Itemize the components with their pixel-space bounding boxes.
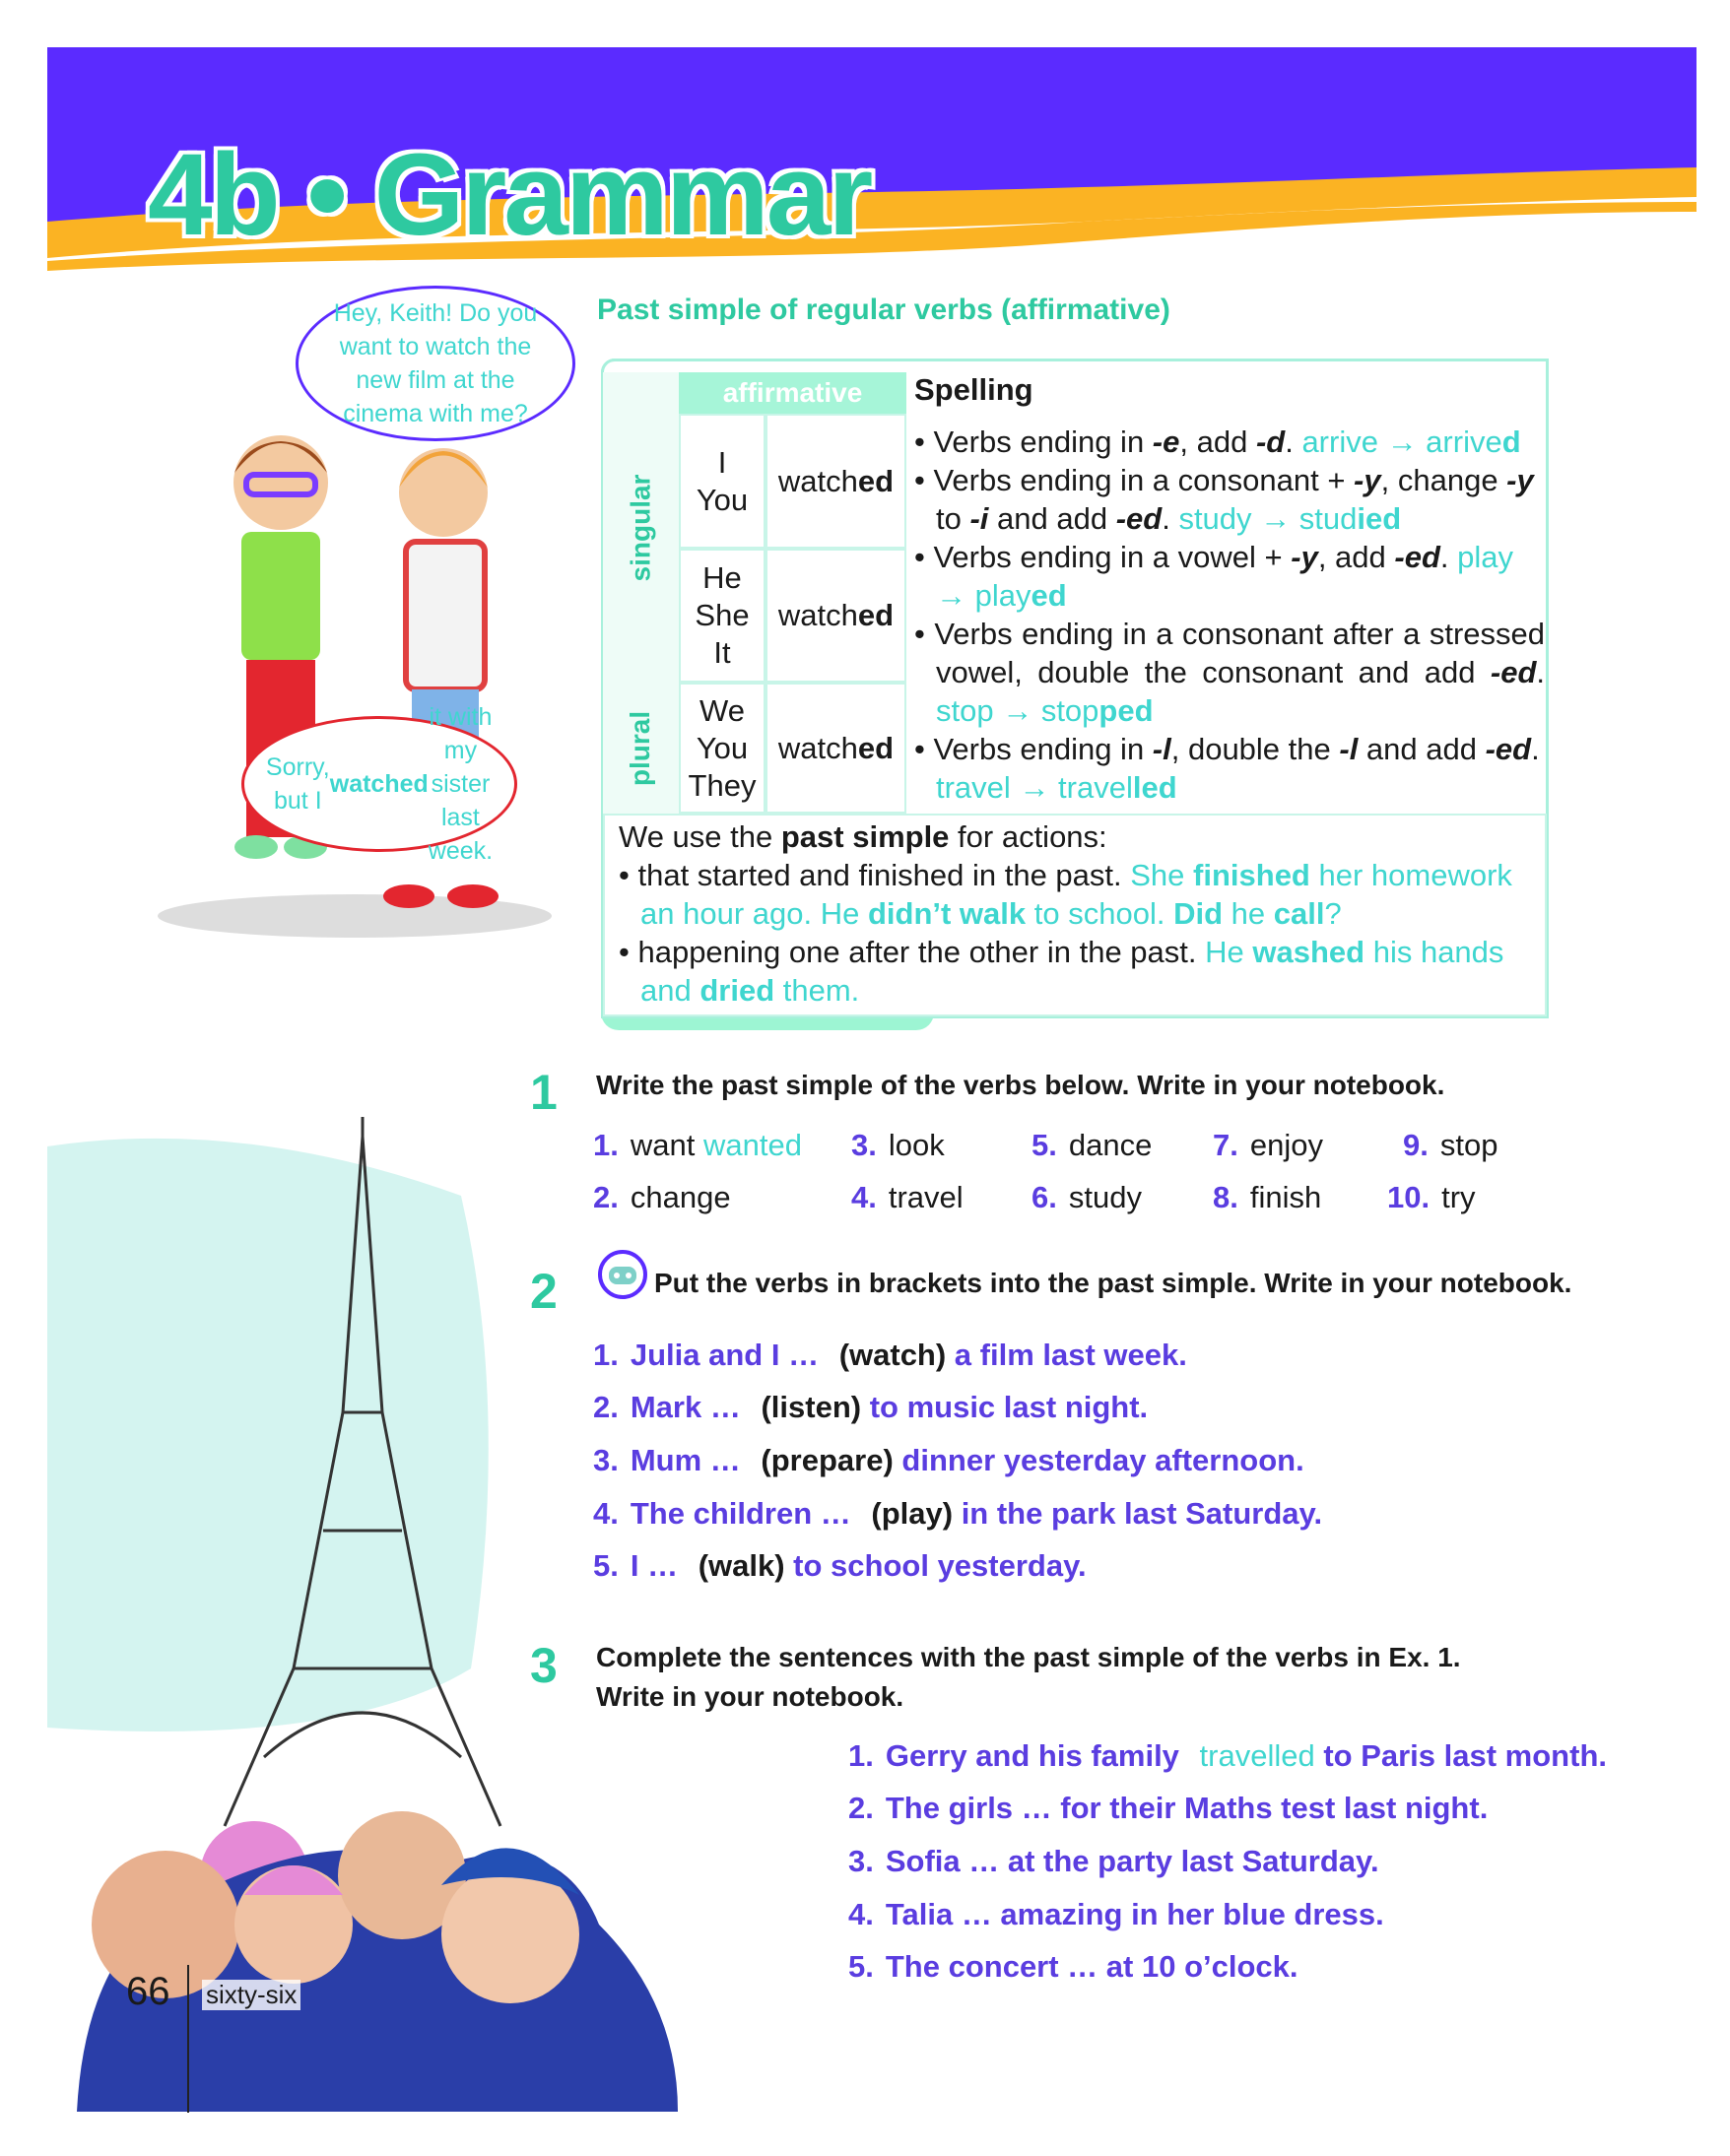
ex1-item: 8. finish bbox=[1213, 1180, 1322, 1214]
text-segment: The girls … for their Maths test last night. bbox=[885, 1791, 1489, 1825]
text-segment: (play) bbox=[871, 1496, 954, 1531]
text-segment: -y bbox=[1354, 463, 1381, 497]
ex2-item: 4. The children … (play) in the park last Saturday. bbox=[593, 1496, 1323, 1531]
exercise-1-number: 1 bbox=[530, 1065, 558, 1120]
text-segment: Sorry, but I bbox=[265, 753, 330, 815]
text-segment: Julia and I … bbox=[630, 1338, 828, 1372]
text-segment: ped bbox=[1098, 693, 1154, 728]
spelling-heading: Spelling bbox=[914, 372, 1033, 407]
text-segment: Verbs ending in a consonant after a stressed vowel, double the consonant and add bbox=[934, 617, 1545, 689]
text-segment: (prepare) bbox=[761, 1443, 894, 1477]
text-segment: ed bbox=[1031, 578, 1067, 613]
text-segment: Verbs ending in bbox=[933, 425, 1153, 459]
text-segment: . bbox=[1162, 501, 1179, 536]
ex1-item: 7. enjoy bbox=[1213, 1128, 1323, 1162]
text-segment: Did bbox=[1173, 896, 1223, 931]
exercise-3-number: 3 bbox=[530, 1638, 558, 1693]
ex1-item: 10. try bbox=[1387, 1180, 1476, 1214]
plural-label: plural bbox=[603, 683, 679, 814]
text-segment: that started and finished in the past. bbox=[637, 858, 1131, 892]
text-segment: it with my sister last week. bbox=[428, 703, 494, 865]
text-segment: to bbox=[936, 501, 970, 536]
text-segment: (watch) bbox=[838, 1338, 947, 1372]
text-segment: -y bbox=[1506, 463, 1534, 497]
text-segment: travelled bbox=[1199, 1738, 1315, 1773]
text-segment: . bbox=[1536, 655, 1545, 689]
text-segment: -ed bbox=[1490, 655, 1537, 689]
text-segment: and add bbox=[988, 501, 1116, 536]
text-segment: didn’t walk bbox=[867, 896, 1027, 931]
text-segment: -ed bbox=[1115, 501, 1163, 536]
text-segment: play → play bbox=[936, 540, 1513, 613]
ex1-item: 5. dance bbox=[1031, 1128, 1153, 1162]
text-segment: he bbox=[1223, 896, 1274, 931]
text-segment: dried bbox=[699, 973, 775, 1008]
usage-intro bbox=[619, 817, 1545, 856]
text-segment: for actions: bbox=[949, 819, 1107, 854]
exercise-3-instruction: Complete the sentences with the past simple of the verbs in Ex. 1. Write in your notebook. bbox=[596, 1642, 1461, 1712]
exercise-1-instruction: Write the past simple of the verbs below. Write in your notebook. bbox=[596, 1070, 1445, 1100]
ex1-item: 4. travel bbox=[851, 1180, 964, 1214]
text-segment: Verbs ending in bbox=[933, 732, 1153, 766]
pronouns-row-3: We You They bbox=[688, 692, 757, 803]
text-segment: watched bbox=[329, 770, 429, 798]
page-number-divider bbox=[187, 1965, 189, 2113]
text-segment: Verbs ending in a vowel + bbox=[933, 540, 1292, 574]
text-segment: study → stud bbox=[1178, 501, 1358, 536]
text-segment: -y bbox=[1291, 540, 1318, 574]
singular-label: singular bbox=[603, 372, 679, 683]
text-segment: her homework an hour ago. He bbox=[640, 858, 1512, 931]
text-segment: -e bbox=[1152, 425, 1180, 459]
verb-row-2: watch ed bbox=[777, 598, 895, 632]
spelling-rule: • Verbs ending in -l, double the -l and add -ed. travel → travelled bbox=[914, 732, 1540, 805]
text-segment: . bbox=[1285, 425, 1302, 459]
text-segment: Mum … bbox=[630, 1443, 750, 1477]
ex3-item: 4. Talia … amazing in her blue dress. bbox=[848, 1897, 1384, 1931]
boys-illustration bbox=[148, 414, 562, 946]
text-segment: them. bbox=[774, 973, 860, 1008]
ex2-item: 5. I … (walk) to school yesterday. bbox=[593, 1548, 1087, 1583]
exercise-2-number: 2 bbox=[530, 1264, 558, 1319]
text-segment: (walk) bbox=[698, 1548, 785, 1583]
text-segment: We use the bbox=[619, 819, 781, 854]
verb-row-1: watch ed bbox=[777, 463, 895, 498]
text-segment: -d bbox=[1255, 425, 1286, 459]
pronouns-row-2: He She It bbox=[695, 560, 750, 670]
game-controller-icon bbox=[597, 1249, 648, 1300]
text-segment: -ed bbox=[1485, 732, 1532, 766]
text-segment: . bbox=[1439, 540, 1458, 574]
page-number: 66 bbox=[126, 1970, 170, 2013]
text-segment: , double the bbox=[1170, 732, 1340, 766]
text-segment: to school. bbox=[1026, 896, 1174, 931]
text-segment: washed bbox=[1252, 935, 1365, 969]
page-title: 4b • Grammar bbox=[148, 130, 871, 260]
text-segment: -l bbox=[1152, 732, 1171, 766]
text-segment: Sofia … at the party last Saturday. bbox=[885, 1844, 1379, 1878]
pronouns-row-1: I You bbox=[696, 444, 749, 517]
text-segment: call bbox=[1273, 896, 1325, 931]
text-segment: -i bbox=[969, 501, 989, 536]
ex2-item: 2. Mark … (listen) to music last night. bbox=[593, 1390, 1149, 1424]
text-segment: Gerry and his family bbox=[885, 1738, 1188, 1773]
text-segment: . bbox=[1531, 732, 1540, 766]
text-segment: He bbox=[1205, 935, 1253, 969]
ex2-item: 3. Mum … (prepare) dinner yesterday afternoon. bbox=[593, 1443, 1304, 1477]
text-segment: and add bbox=[1358, 732, 1486, 766]
text-segment: finished bbox=[1193, 858, 1310, 892]
text-segment: Talia … amazing in her blue dress. bbox=[885, 1897, 1384, 1931]
text-segment: happening one after the other in the past. bbox=[637, 935, 1206, 969]
speech-bubble-question: Hey, Keith! Do you want to watch the new film at the cinema with me? bbox=[296, 286, 575, 441]
text-segment: , add bbox=[1179, 425, 1256, 459]
grammar-heading: Past simple of regular verbs (affirmative) bbox=[597, 294, 1170, 326]
text-segment: (listen) bbox=[761, 1390, 862, 1424]
spelling-rules bbox=[914, 370, 1545, 807]
text-segment: a film last week. bbox=[946, 1338, 1187, 1372]
text-segment: , change bbox=[1380, 463, 1507, 497]
text-segment: ? bbox=[1324, 896, 1342, 931]
usage-bullet: • that started and finished in the past. She finished her homework an hour ago. He didn’t walk to school. Did he call? bbox=[619, 858, 1512, 931]
text-segment: arrive → arrive bbox=[1301, 425, 1502, 459]
verb-row-3: watch ed bbox=[777, 730, 895, 765]
ex1-item: 2. change bbox=[593, 1180, 731, 1214]
text-segment: d bbox=[1501, 425, 1521, 459]
text-segment: I … bbox=[630, 1548, 687, 1583]
text-segment: to Paris last month. bbox=[1314, 1738, 1607, 1773]
usage-notes bbox=[619, 817, 1545, 1010]
text-segment: The children … bbox=[630, 1496, 860, 1531]
ex1-item: 9. stop bbox=[1403, 1128, 1498, 1162]
ex3-item: 3. Sofia … at the party last Saturday. bbox=[848, 1844, 1379, 1878]
text-segment: She bbox=[1130, 858, 1194, 892]
ex2-item: 1. Julia and I … (watch) a film last week. bbox=[593, 1338, 1187, 1372]
text-segment: dinner yesterday afternoon. bbox=[893, 1443, 1304, 1477]
exercise-2-instruction: Put the verbs in brackets into the past simple. Write in your notebook. bbox=[654, 1268, 1572, 1298]
text-segment: to school yesterday. bbox=[784, 1548, 1087, 1583]
text-segment: in the park last Saturday. bbox=[953, 1496, 1323, 1531]
text-segment: Verbs ending in a consonant + bbox=[933, 463, 1355, 497]
text-segment: his hands and bbox=[640, 935, 1504, 1008]
affirmative-header: affirmative bbox=[679, 372, 906, 414]
text-segment: to music last night. bbox=[861, 1390, 1149, 1424]
text-segment: , add bbox=[1317, 540, 1395, 574]
spelling-rule: • Verbs ending in a vowel + -y, add -ed. play → played bbox=[914, 540, 1513, 613]
text-segment: -ed bbox=[1394, 540, 1440, 574]
ex1-item: 6. study bbox=[1031, 1180, 1142, 1214]
page-number-words: sixty-six bbox=[202, 1980, 300, 2010]
text-segment: Mark … bbox=[630, 1390, 750, 1424]
speech-bubble-reply bbox=[241, 703, 517, 865]
usage-bullet: • happening one after the other in the past. He washed his hands and dried them. bbox=[619, 935, 1504, 1008]
ex3-item: 1. Gerry and his family travelled to Paris last month. bbox=[848, 1738, 1607, 1773]
spelling-rule: • Verbs ending in a consonant after a stressed vowel, double the consonant and add -ed. stop → stopped bbox=[914, 617, 1545, 728]
text-segment: -l bbox=[1339, 732, 1359, 766]
text-segment: led bbox=[1132, 770, 1177, 805]
spelling-rule: • Verbs ending in a consonant + -y, change -y to -i and add -ed. study → studied bbox=[914, 463, 1534, 536]
text-segment: travel → travel bbox=[936, 770, 1133, 805]
ex3-item: 2. The girls … for their Maths test last night. bbox=[848, 1791, 1489, 1825]
ex1-item: 3. look bbox=[851, 1128, 945, 1162]
text-segment: past simple bbox=[780, 819, 950, 854]
text-segment: ied bbox=[1357, 501, 1402, 536]
spelling-rule: • Verbs ending in -e, add -d. arrive → arrived bbox=[914, 425, 1521, 459]
text-segment: The concert … at 10 o’clock. bbox=[885, 1949, 1298, 1984]
text-segment: stop → stop bbox=[936, 693, 1099, 728]
ex3-item: 5. The concert … at 10 o’clock. bbox=[848, 1949, 1298, 1984]
ex1-item: 1. want wanted bbox=[593, 1128, 802, 1162]
